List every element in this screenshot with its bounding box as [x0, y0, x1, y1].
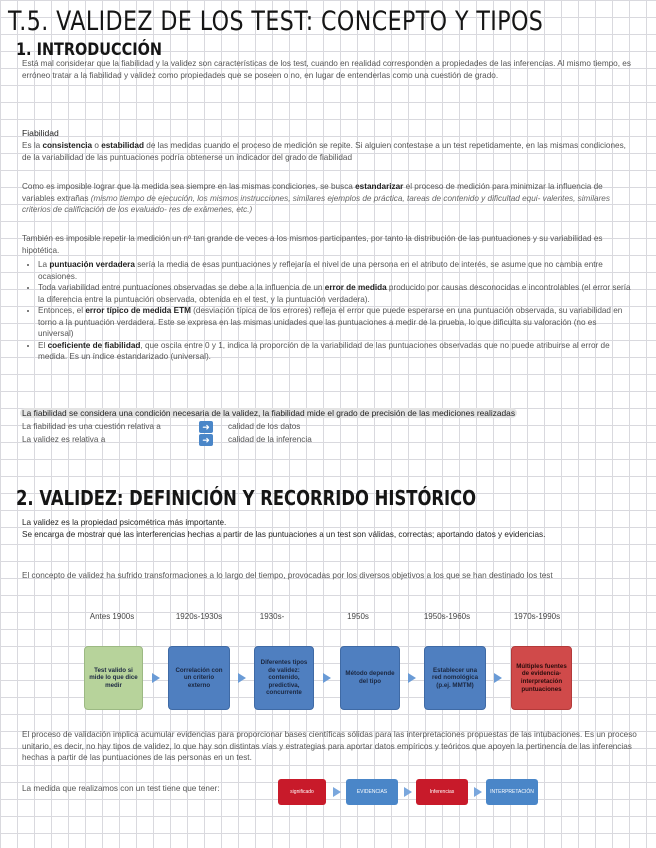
flow-step: significado — [278, 779, 326, 805]
highlight-statement: La fiabilidad se considera una condición necesaria de la validez, la fiabilidad mide el grado de precisión de las mediciones realizadas — [22, 408, 516, 418]
standardization-paragraph: Como es imposible lograr que la medida sea siempre en las mismas condiciones, se busca estandarizar el proceso de medición para minimizar la influencia de variables extrañas (mismo tiempo de ejecución, los mismos instrucciones, similares ejemplos de práctica, tareas de contenido y dificultad equi- valentes, similares criterios de calificación de los evaluado- res de exámenes, etc.) — [22, 182, 610, 214]
arrow-right-icon — [474, 787, 482, 797]
relation-fiabilidad-value: calidad de los datos — [228, 422, 301, 431]
flow-step: EVIDENCIAS — [346, 779, 398, 805]
validez-concept-paragraph: El concepto de validez ha sufrido transformaciones a lo largo del tiempo, provocadas por los diversos objetivos a los que se han destinado los test — [22, 571, 553, 580]
fiabilidad-definition: Es la consistencia o estabilidad de las medidas cuando el proceso de medición se repite. Si alguien contestase a un test repetidamente, en las mismas condiciones, de la variabilidad de las puntuaciones podría obtenerse un indicador del grado de fiabilidad — [22, 141, 626, 162]
list-item: • Toda variabilidad entre puntuaciones observadas se debe a la influencia de un error de medida producido por causas desconocidas e incontrolables (el error sería la diferencia entre la puntuación observada, obtenida en el test, y la puntuación verdadera). — [38, 282, 634, 305]
page-title: T.5. VALIDEZ DE LOS TEST: CONCEPTO Y TIPOS — [8, 6, 544, 37]
flow-step: INTERPRETACIÓN — [486, 779, 538, 805]
timeline-step: Establecer una red nomológica (p.ej. MMTM) — [424, 646, 486, 710]
timeline-period: Antes 1900s — [89, 612, 135, 621]
intro-paragraph: Está mal considerar que la fiabilidad y la validez son características de los test, cuando en realidad corresponden a propiedades de las inferencias. Al mismo tiempo, es erróneo tratar a la fiabilidad y validez como propiedades que se poseen o no, en lugar de entenderlas como una cuestión de grado. — [22, 59, 631, 80]
timeline-step: Método depende del tipo — [340, 646, 400, 710]
relation-validez-label: La validez es relativa a — [22, 435, 106, 444]
requirements-label: La medida que realizamos con un test tiene que tener: — [22, 784, 220, 793]
timeline-step: Diferentes tipos de validez: contenido, predictiva, concurrente — [254, 646, 314, 710]
arrow-right-icon — [404, 787, 412, 797]
timeline-period: 1930s- — [259, 612, 285, 621]
list-item: • El coeficiente de fiabilidad, que oscila entre 0 y 1, indica la proporción de la variabilidad de las puntuaciones observadas que no puede atribuirse al error de medida. Es un índice estandarizado (universal). — [38, 340, 634, 363]
timeline-step: Correlación con un criterio externo — [168, 646, 230, 710]
arrow-right-icon — [408, 673, 416, 683]
timeline-period: 1950s-1960s — [423, 612, 471, 621]
relation-validez-value: calidad de la inferencia — [228, 435, 312, 444]
arrow-right-icon — [323, 673, 331, 683]
section-heading-introduccion: 1. INTRODUCCIÓN — [16, 40, 163, 60]
fiabilidad-label: Fiabilidad — [22, 128, 59, 138]
timeline-period: 1950s — [347, 612, 369, 621]
timeline-period: 1970s-1990s — [513, 612, 561, 621]
timeline-period: 1920s-1930s — [175, 612, 223, 621]
arrow-right-icon — [238, 673, 246, 683]
validity-timeline — [84, 605, 572, 715]
hypothetical-distribution-paragraph: También es imposible repetir la medición un nº tan grande de veces a los mismos participantes, por tanto la distribución de las puntuaciones y su variabilidad es hipotética. — [22, 234, 603, 255]
section-heading-validez: 2. VALIDEZ: DEFINICIÓN Y RECORRIDO HISTÓRICO — [16, 486, 477, 510]
validez-definition-1: La validez es la propiedad psicométrica más importante. — [22, 518, 227, 527]
timeline-step: Test valido si mide lo que dice medir — [84, 646, 143, 710]
flow-step: Inferencias — [416, 779, 468, 805]
validation-process-paragraph: El proceso de validación implica acumular evidencias para proporcionar bases científicas sólidas para las interpretaciones propuestas de las intubaciones. Es un proceso unitario, es decir, no hay tipos de validez, lo que hay son distintas vías y estrategias para aportar datos empíricos y teóricos que apoyen la pertinencia de las inferencias hechas a partir de las puntuaciones de las personas en un test. — [22, 730, 637, 762]
list-item: • Entonces, el error típico de medida ETM (desviación típica de los errores) refleja el error que puede esperarse en una puntuación observada, su variabilidad en torno a la puntuación verdadera. Este se expresa en las mismas unidades que las puntuaciones a medir de la prueba, lo que dificulta su valoración (no es universal) — [38, 305, 634, 340]
arrow-right-icon — [494, 673, 502, 683]
arrow-right-icon: ➜ — [199, 421, 213, 433]
arrow-right-icon — [152, 673, 160, 683]
list-item: • La puntuación verdadera sería la media de esas puntuaciones y reflejaría el nivel de una persona en el atributo de interés, se asume que no cambia entre ocasiones. — [38, 259, 634, 282]
validez-definition-2: Se encarga de mostrar que las interferencias hechas a partir de las puntuaciones a un test son válidas, correctas; aportando datos y evidencias. — [22, 530, 546, 539]
arrow-right-icon — [333, 787, 341, 797]
timeline-step: Múltiples fuentes de evidencia- interpretación puntuaciones — [511, 646, 572, 710]
arrow-right-icon: ➜ — [199, 434, 213, 446]
reliability-bullet-list — [24, 259, 634, 363]
relation-fiabilidad-label: La fiabilidad es una cuestión relativa a — [22, 422, 161, 431]
